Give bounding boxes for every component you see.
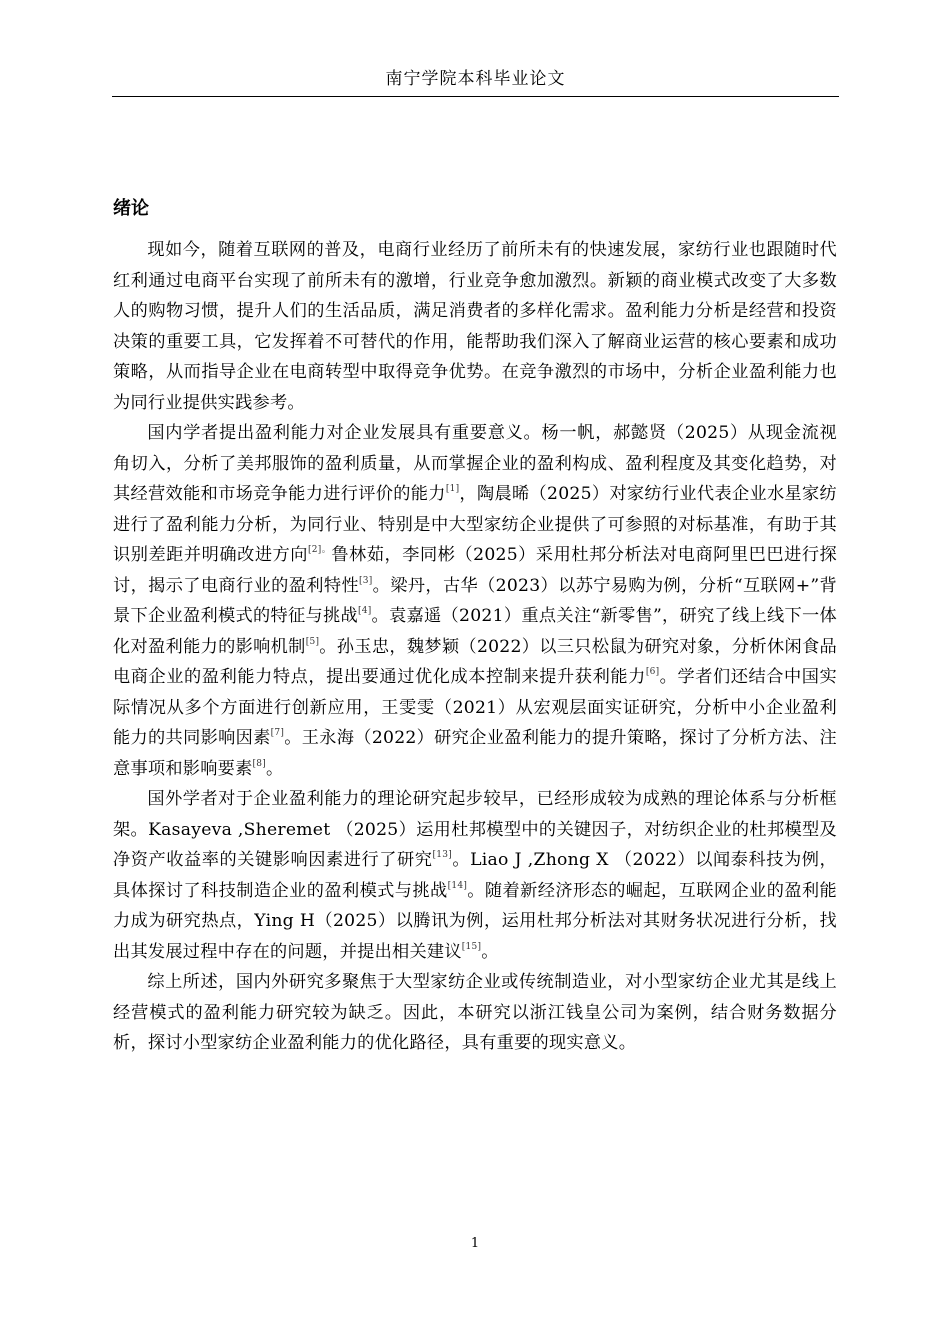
paragraph-text: 国内学者提出盈利能力对企业发展具有重要意义。杨一帆，郝懿贤（2025）从现金流视角切入，分析了美邦服饰的盈利质量，从而掌握企业的盈利构成、盈利程度及其变化趋势，对其经营效能和市场竞争能力进行评价的能力 <box>113 423 837 504</box>
section-title: 绪论 <box>113 198 149 219</box>
paragraph-text: 。孙玉忠，魏梦颖（2022）以三只松鼠为研究对象，分析休闲食品电商企业的盈利能力特点，提出要通过优化成本控制来提升获利能力 <box>113 636 837 687</box>
paragraph-text: 。梁丹，古华（2023）以苏宁易购为例，分析“互联网+”背景下企业盈利模式的特征与挑战 <box>113 575 837 626</box>
citation-ref: [4] <box>358 606 372 616</box>
citation-ref: [8] <box>252 758 267 769</box>
paragraph <box>113 967 837 1059</box>
paragraph-text: ，陶晨晞（2025）对家纺行业代表企业水星家纺进行了盈利能力分析，为同行业、特别是中大型家纺企业提供了可参照的对标基准，有助于其识别差距并明确改进方向 <box>113 484 837 565</box>
paragraph-text: 。随着新经济形态的崛起，互联网企业的盈利能力成为研究热点，Ying H（2025）以腾讯为例，运用杜邦分析法对其财务状况进行分析，找出其发展过程中存在的问题，并提出相关建议 <box>113 880 837 962</box>
citation-ref: [13] <box>432 850 453 860</box>
citation-ref: [7] <box>270 728 285 738</box>
paragraph-text: 综上所述，国内外研究多聚焦于大型家纺企业或传统制造业，对小型家纺企业尤其是线上经营模式的盈利能力研究较为缺乏。因此，本研究以浙江钱皇公司为案例，结合财务数据分析，探讨小型家纺企业盈利能力的优化路径，具有重要的现实意义。 <box>113 972 837 1053</box>
paragraph-text: 。Liao J ,Zhong X （2022）以闻泰科技为例，具体探讨了科技制造企业的盈利模式与挑战 <box>113 850 837 901</box>
citation-ref: [2]。 <box>308 545 332 555</box>
page-number: 1 <box>470 1236 480 1251</box>
paragraph-text: 国外学者对于企业盈利能力的理论研究起步较早，已经形成较为成熟的理论体系与分析框架。Kasayeva ,Sheremet （2025）运用杜邦模型中的关键因子，对纺织企业的杜邦模型及净资产收益率的关键影响因素进行了研究 <box>113 789 837 870</box>
citation-ref: [5] <box>305 636 320 647</box>
citation-ref: [15] <box>461 941 482 952</box>
citation-ref: [3] <box>359 575 373 586</box>
body-text <box>113 235 837 1059</box>
paragraph-text: 。学者们还结合中国实际情况从多个方面进行创新应用，王雯雯（2021）从宏观层面实证研究，分析中小企业盈利能力的共同影响因素 <box>113 667 837 748</box>
paragraph-text: 。 <box>266 758 284 779</box>
paragraph-text: 鲁林茹，李同彬（2025）采用杜邦分析法对电商阿里巴巴进行探讨，揭示了电商行业的盈利特性 <box>113 545 837 596</box>
paragraph <box>113 784 837 967</box>
paragraph <box>113 418 837 784</box>
paragraph-text: 。王永海（2022）研究企业盈利能力的提升策略，探讨了分析方法、注意事项和影响要素 <box>113 728 837 779</box>
paragraph-text: 。 <box>481 941 499 962</box>
page-header: 南宁学院本科毕业论文 <box>112 62 839 97</box>
paragraph-text: 现如今，随着互联网的普及，电商行业经历了前所未有的快速发展，家纺行业也跟随时代红利通过电商平台实现了前所未有的激增，行业竞争愈加激烈。新颖的商业模式改变了大多数人的购物习惯，提升人们的生活品质，满足消费者的多样化需求。盈利能力分析是经营和投资决策的重要工具，它发挥着不可替代的作用，能帮助我们深入了解商业运营的核心要素和成功策略，从而指导企业在电商转型中取得竞争优势。在竞争激烈的市场中，分析企业盈利能力也为同行业提供实践参考。 <box>113 240 837 413</box>
citation-ref: [6] <box>645 667 660 677</box>
paragraph-text: 。袁嘉遥（2021）重点关注“新零售”，研究了线上线下一体化对盈利能力的影响机制 <box>113 606 837 657</box>
paragraph <box>113 235 837 418</box>
citation-ref: [1] <box>445 484 460 494</box>
citation-ref: [14] <box>447 880 468 891</box>
